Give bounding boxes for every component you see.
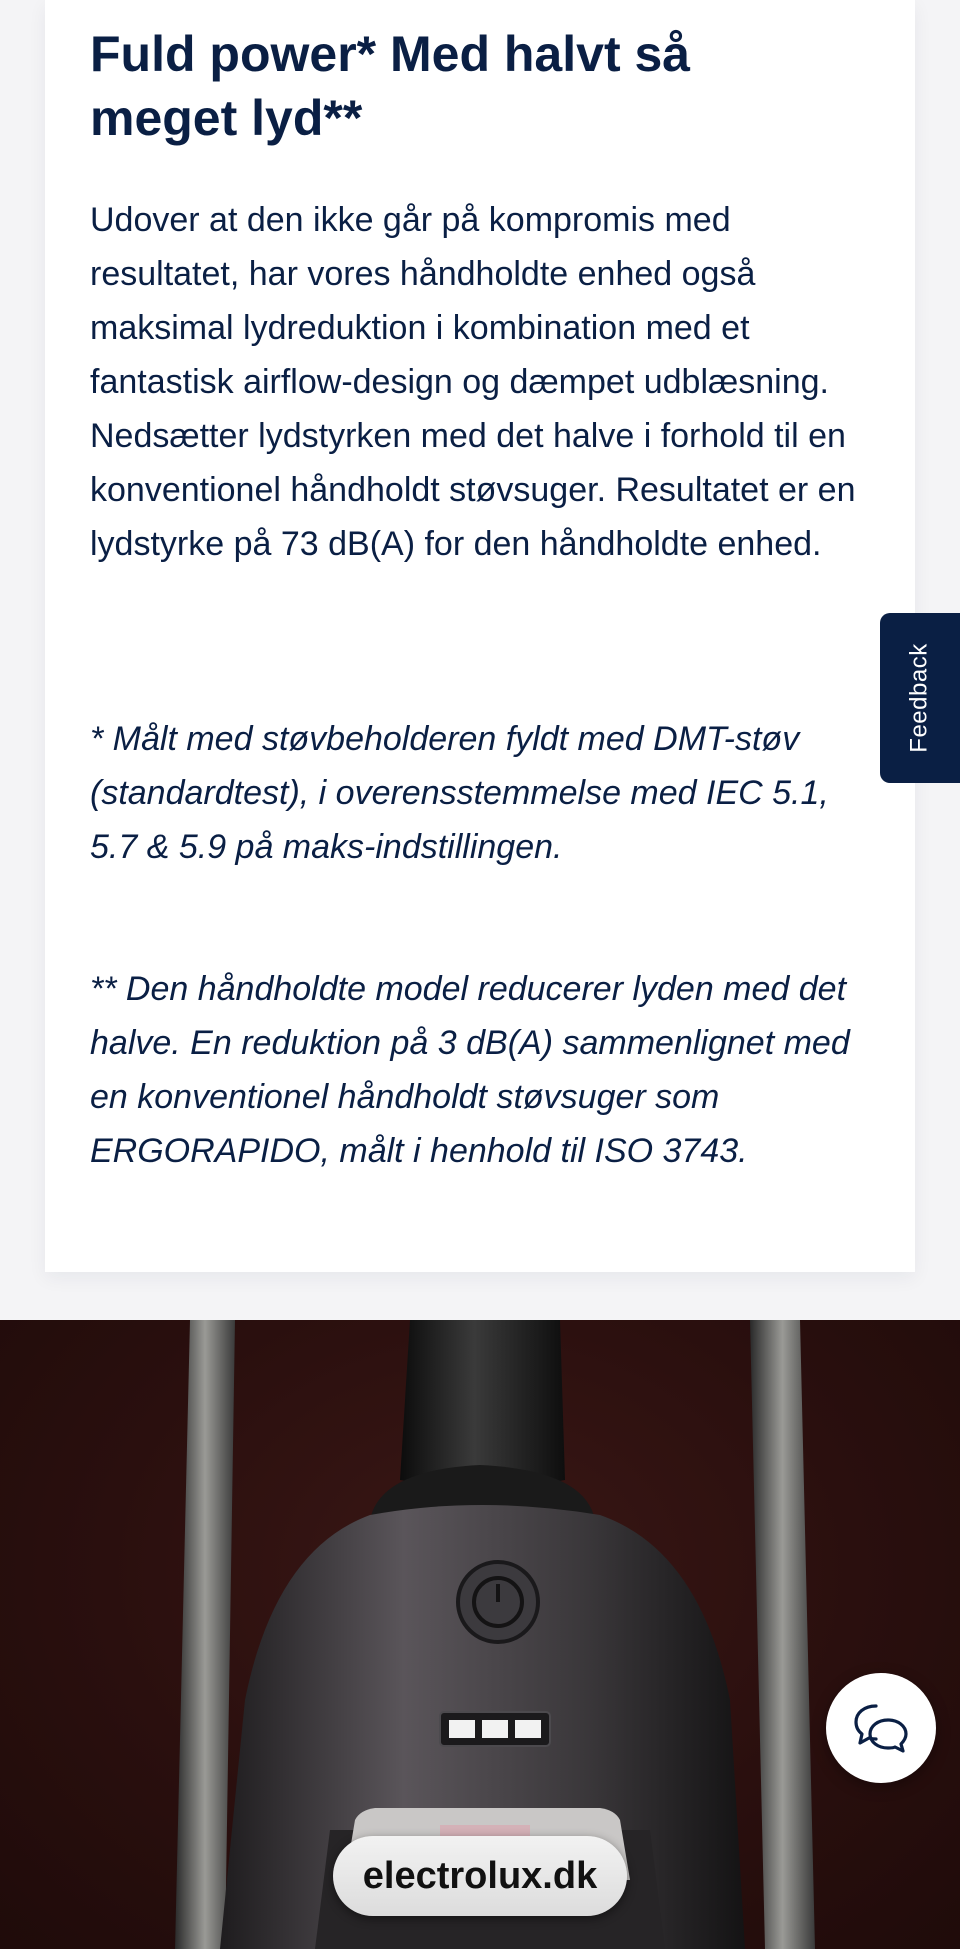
- footnote-measurement: * Målt med støvbeholderen fyldt med DMT-støv (standardtest), i overensstemmelse med IEC 5.1, 5.7 & 5.9 på maks-indstillingen.: [90, 720, 829, 866]
- feedback-tab-label: Feedback: [906, 643, 933, 753]
- chat-button[interactable]: [826, 1673, 936, 1783]
- section-body-text: Udover at den ikke går på kompromis med resultatet, har vores håndholdte enhed også maksimal lydreduktion i kombination med et fantastisk airflow-design og dæmpet udblæsning. Nedsætter lydstyrken med det halve i forhold til en konventionel håndholdt støvsuger. Resultatet er en lydstyrke på 73 dB(A) for den håndholdte enhed.: [90, 201, 856, 563]
- footnote-noise-reduction: ** Den håndholdte model reducerer lyden med det halve. En reduktion på 3 dB(A) sammenlignet med en konventionel håndholdt støvsuger som ERGORAPIDO, målt i henhold til ISO 3743.: [90, 970, 850, 1170]
- browser-url-bar[interactable]: [333, 1836, 627, 1916]
- url-label: electrolux.dk: [362, 1854, 598, 1897]
- section-heading: Fuld power* Med halvt så meget lyd**: [90, 26, 691, 146]
- chat-bubbles-icon: [852, 1702, 910, 1754]
- feedback-tab[interactable]: [880, 613, 960, 783]
